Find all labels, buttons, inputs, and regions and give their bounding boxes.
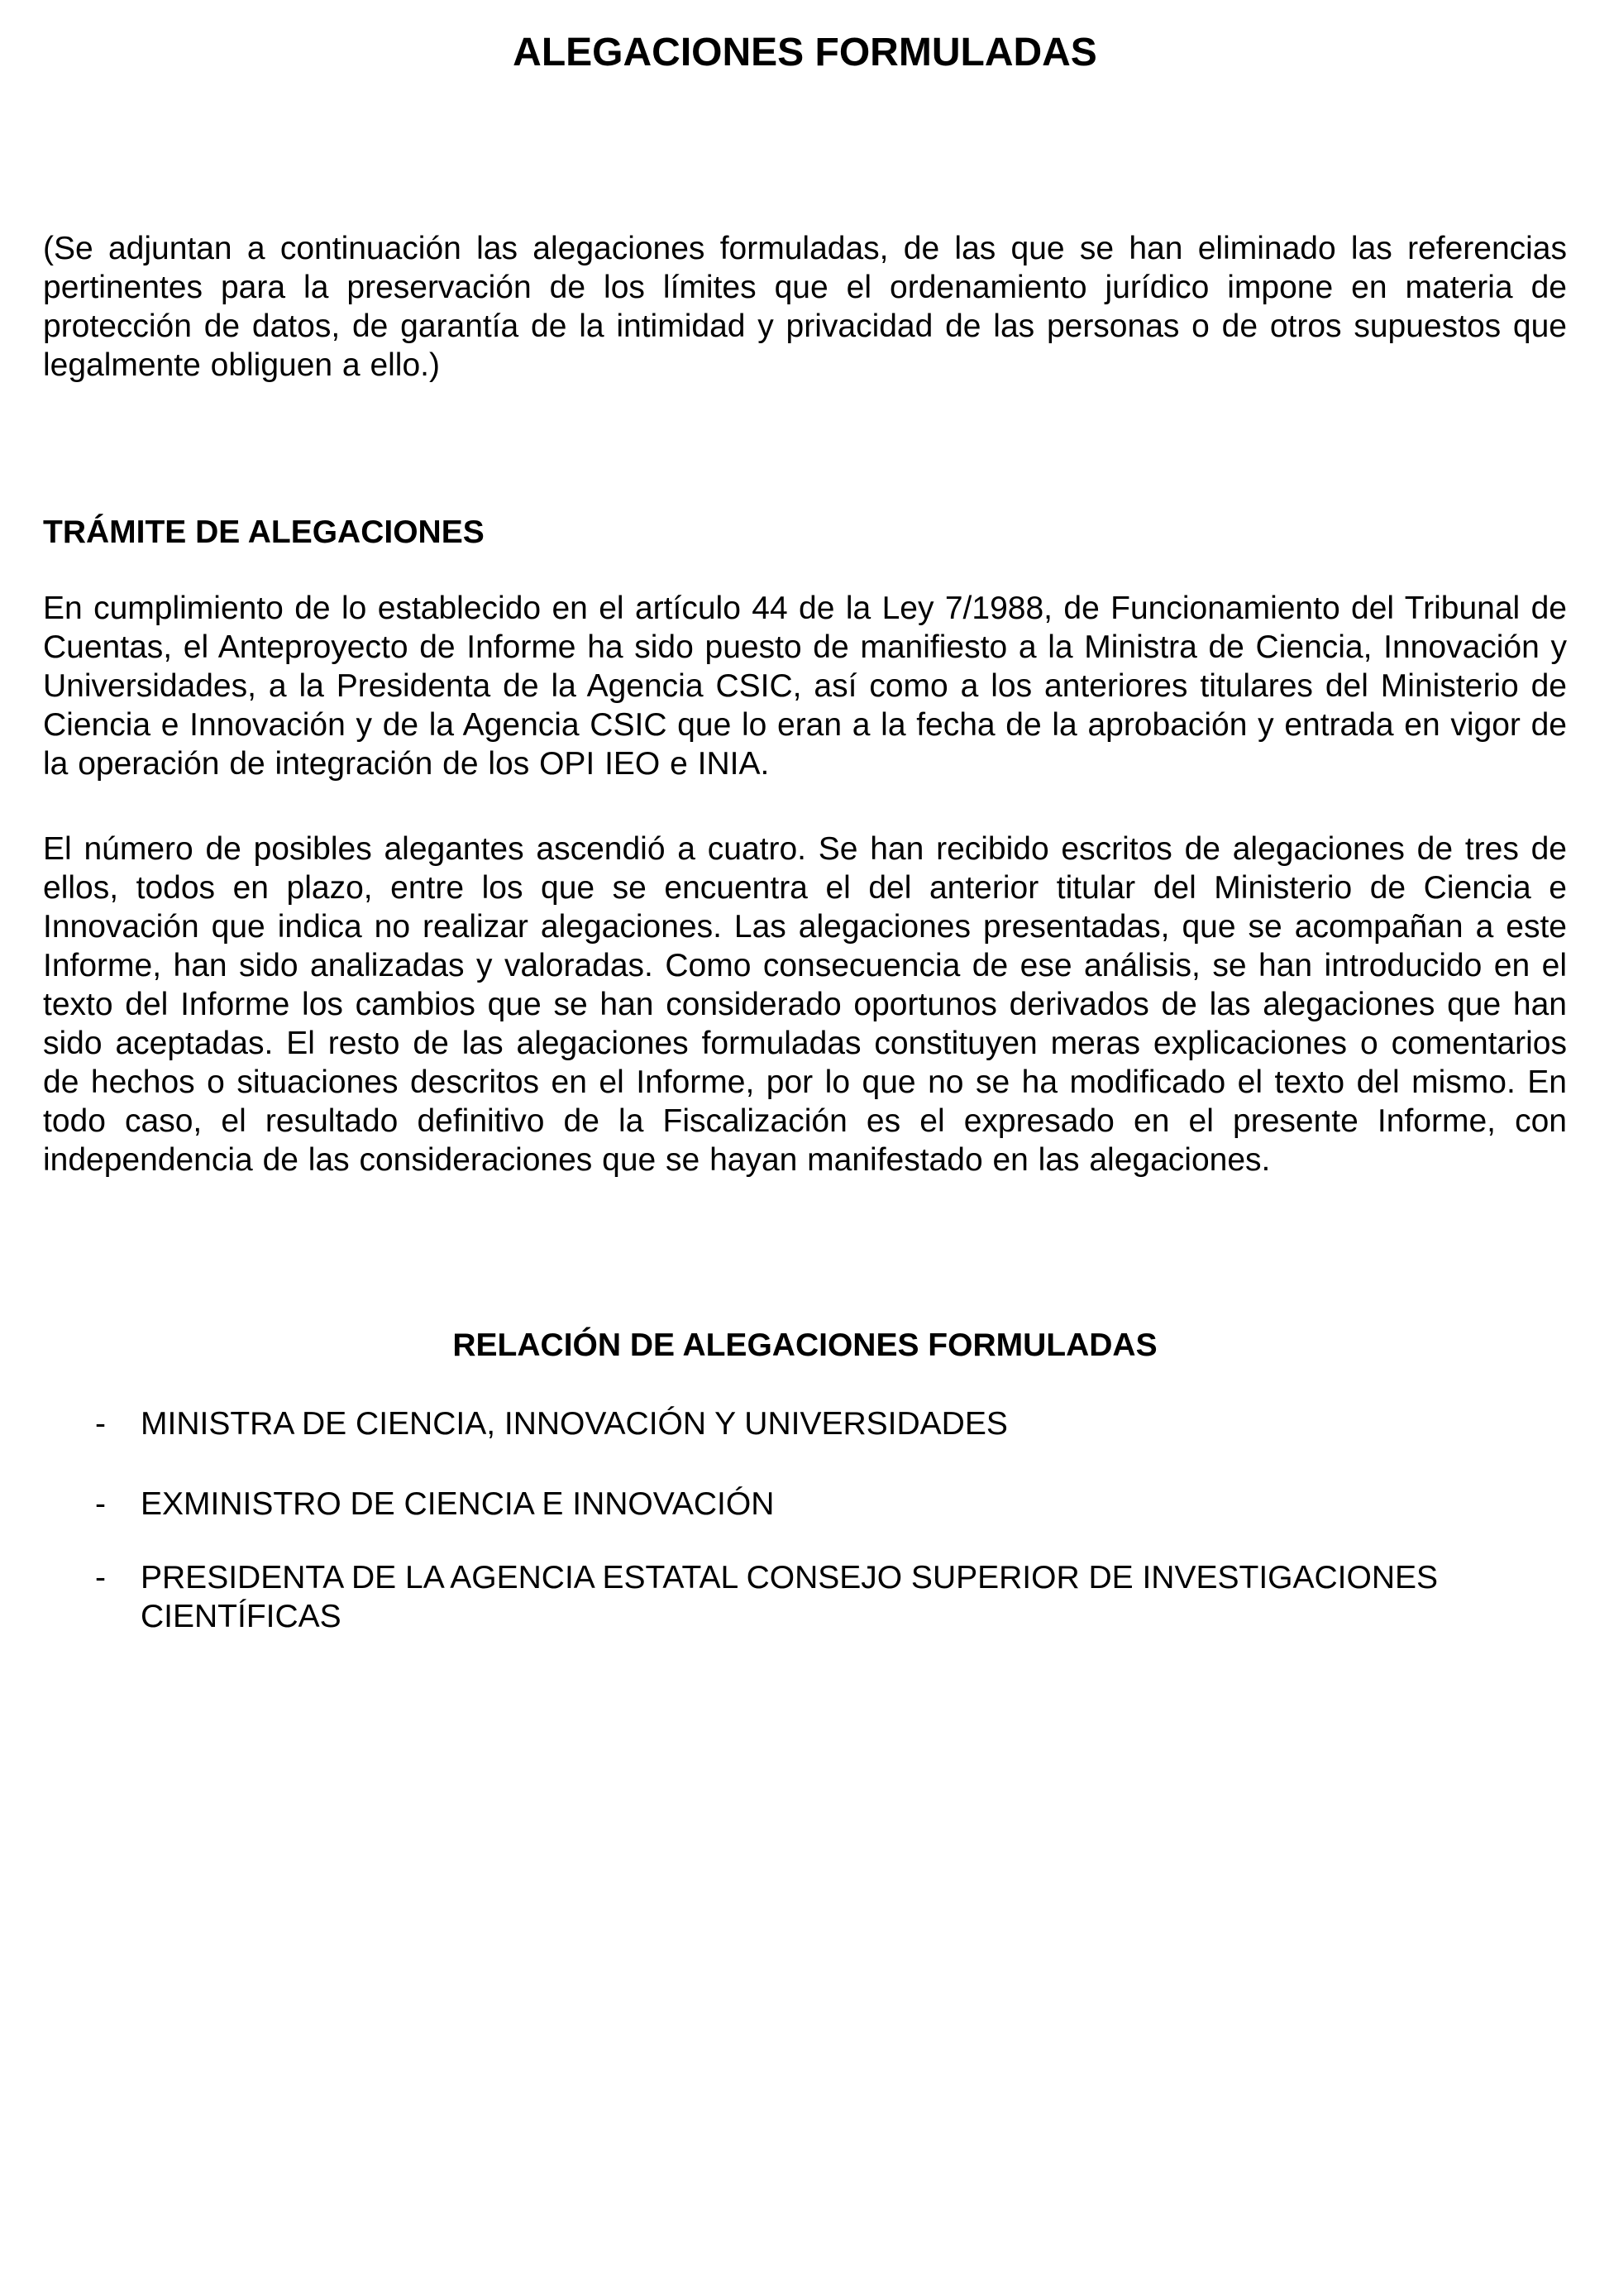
- list-item-presidenta: [43, 1558, 1567, 1636]
- section-heading-relacion-de-alegaciones: RELACIÓN DE ALEGACIONES FORMULADAS: [452, 1327, 1158, 1363]
- section-heading-tramite-de-alegaciones: TRÁMITE DE ALEGACIONES: [43, 514, 485, 550]
- list-item-exministro: [43, 1485, 1567, 1523]
- list-item-dash-marker: -: [95, 1486, 106, 1522]
- list-item-label: PRESIDENTA DE LA AGENCIA ESTATAL CONSEJO SUPERIOR DE INVESTIGACIONES CIENTÍFICAS: [141, 1560, 1439, 1634]
- tramite-paragraph-2: El número de posibles alegantes ascendió a cuatro. Se han recibido escritos de alegaciones de tres de ellos, todos en plazo, entre los que se encuentra el del anterior titular del Ministerio de Ciencia e Innovación que indica no realizar alegaciones. Las alegaciones presentadas, que se acompañan a este Informe, han sido analizadas y valoradas. Como consecuencia de ese análisis, se han introducido en el texto del Informe los cambios que se han considerado oportunos derivados de las alegaciones que han sido aceptadas. El resto de las alegaciones formuladas constituyen meras explicaciones o comentarios de hechos o situaciones descritos en el Informe, por lo que no se ha modificado el texto del mismo. En todo caso, el resultado definitivo de la Fiscalización es el expresado en el presente Informe, con independencia de las consideraciones que se hayan manifestado en las alegaciones.: [43, 831, 1567, 1178]
- list-item-dash-marker: -: [95, 1560, 106, 1595]
- tramite-paragraph-1: En cumplimiento de lo establecido en el artículo 44 de la Ley 7/1988, de Funcionamiento del Tribunal de Cuentas, el Anteproyecto de Informe ha sido puesto de manifiesto a la Ministra de Ciencia, Innovación y Universidades, a la Presidenta de la Agencia CSIC, así como a los anteriores titulares del Ministerio de Ciencia e Innovación y de la Agencia CSIC que lo eran a la fecha de la aprobación y entrada en vigor de la operación de integración de los OPI IEO e INIA.: [43, 591, 1567, 782]
- document-title: ALEGACIONES FORMULADAS: [513, 31, 1097, 74]
- list-item-label: MINISTRA DE CIENCIA, INNOVACIÓN Y UNIVERSIDADES: [141, 1406, 1008, 1442]
- alegantes-list: [43, 1404, 1567, 1636]
- list-item-label: EXMINISTRO DE CIENCIA E INNOVACIÓN: [141, 1486, 775, 1522]
- list-item-ministra: [43, 1404, 1567, 1443]
- intro-note-paragraph: (Se adjuntan a continuación las alegaciones formuladas, de las que se han eliminado las referencias pertinentes para la preservación de los límites que el ordenamiento jurídico impone en materia de protección de datos, de garantía de la intimidad y privacidad de las personas o de otros supuestos que legalmente obliguen a ello.): [43, 231, 1567, 383]
- list-item-dash-marker: -: [95, 1406, 106, 1442]
